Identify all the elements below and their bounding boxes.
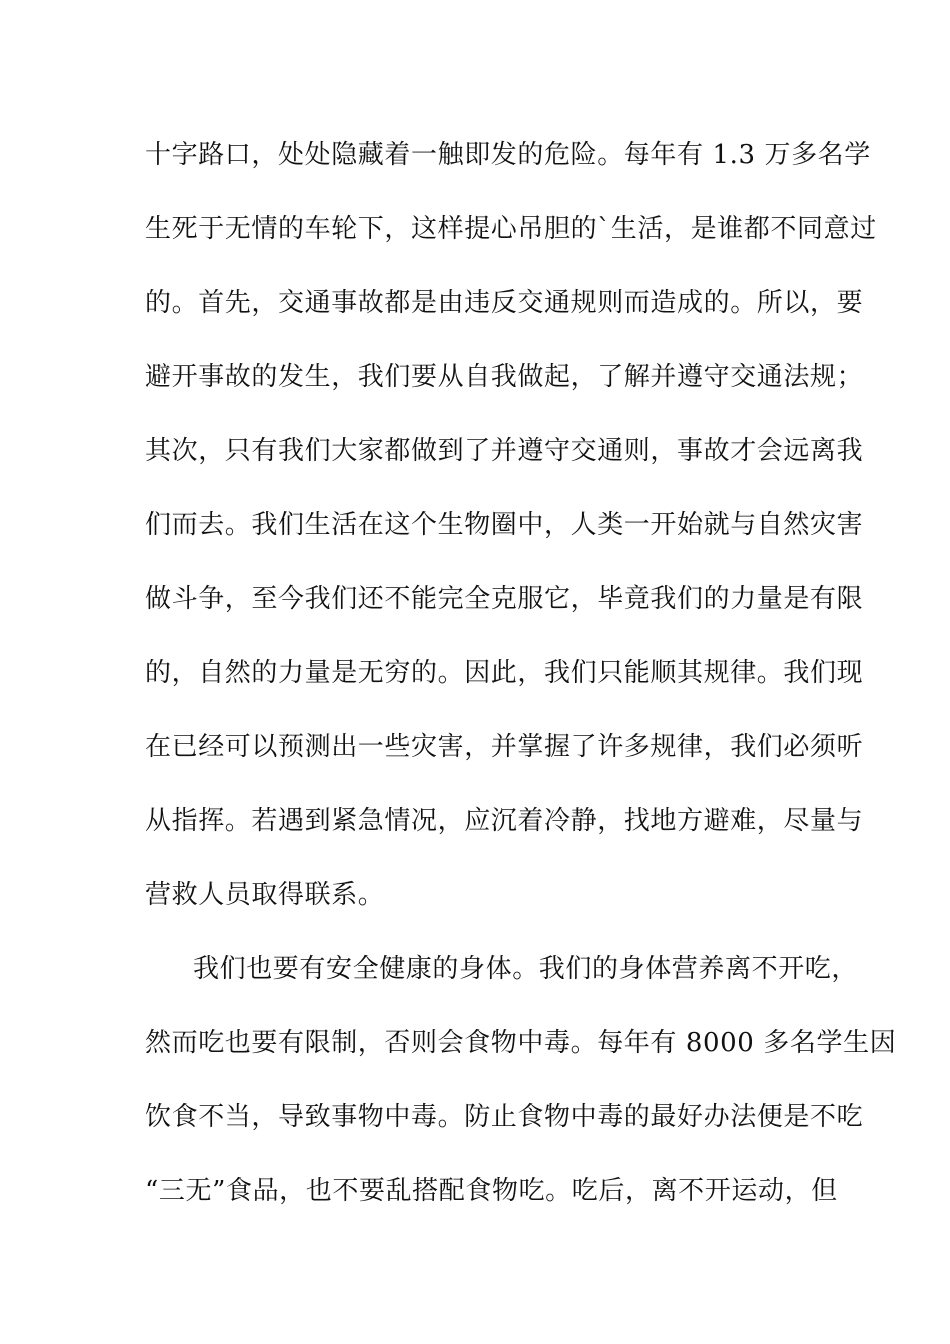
text-line: 的。首先，交通事故都是由违反交通规则而造成的。所以，要 — [145, 288, 864, 318]
text-line: 在已经可以预测出一些灾害，并掌握了许多规律，我们必须听 — [145, 732, 864, 762]
text-line: 饮食不当，导致事物中毒。防止食物中毒的最好办法便是不吃 — [145, 1102, 864, 1132]
text-line: 然而吃也要有限制，否则会食物中毒。每年有 8000 多名学生因 — [145, 1028, 897, 1058]
text-line: 做斗争，至今我们还不能完全克服它，毕竟我们的力量是有限 — [145, 584, 864, 614]
text-line: “三无”食品，也不要乱搭配食物吃。吃后，离不开运动，但 — [145, 1176, 838, 1206]
text-line: 从指挥。若遇到紧急情况，应沉着冷静，找地方避难，尽量与 — [145, 806, 864, 836]
text-line: 营救人员取得联系。 — [145, 880, 385, 910]
paragraph-first-line: 我们也要有安全健康的身体。我们的身体营养离不开吃， — [193, 954, 859, 984]
text-line: 生死于无情的车轮下，这样提心吊胆的`生活，是谁都不同意过 — [145, 214, 877, 244]
text-line: 避开事故的发生，我们要从自我做起，了解并遵守交通法规； — [145, 362, 864, 392]
text-line: 的，自然的力量是无穷的。因此，我们只能顺其规律。我们现 — [145, 658, 864, 688]
text-line: 十字路口，处处隐藏着一触即发的危险。每年有 1.3 万多名学 — [145, 140, 871, 170]
text-line: 其次，只有我们大家都做到了并遵守交通则，事故才会远离我 — [145, 436, 864, 466]
text-line: 们而去。我们生活在这个生物圈中，人类一开始就与自然灾害 — [145, 510, 864, 540]
